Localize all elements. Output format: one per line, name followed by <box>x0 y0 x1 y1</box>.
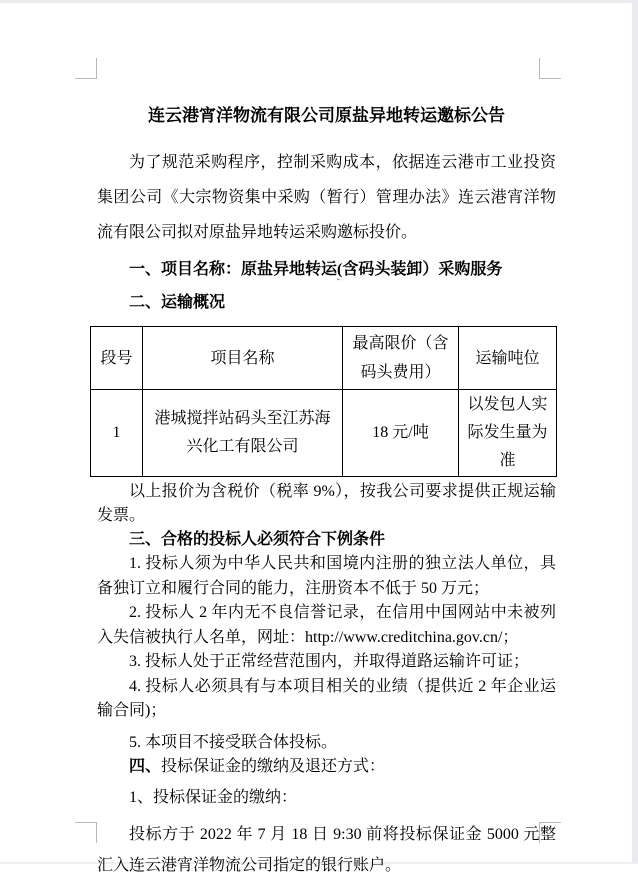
section4-number: 四、 <box>129 758 162 775</box>
header-project-name: 项目名称 <box>143 327 343 390</box>
document-title: 连云港宵洋物流有限公司原盐异地转运邀标公告 <box>148 106 505 125</box>
condition-item-1: 1. 投标人须为中华人民共和国境内注册的独立法人单位，具备独订立和履行合同的能力，注册资本不低于 50 万元； <box>97 555 556 597</box>
section1-text: 一、项目名称：原盐异地转运 <box>129 261 338 278</box>
spellcheck-underline-paren: ( <box>337 261 343 278</box>
cell-segment-number: 1 <box>91 390 143 477</box>
margin-crop-mark-top-right <box>539 58 561 79</box>
condition-item-5: 5. 本项目不接受联合体投标。 <box>129 733 338 751</box>
table-row <box>91 390 557 477</box>
header-tonnage: 运输吨位 <box>459 327 557 390</box>
page-edge-right <box>632 0 638 864</box>
header-max-price: 最高限价（含码头费用） <box>343 327 459 390</box>
header-segment-number: 段号 <box>91 327 143 390</box>
document-body <box>97 104 556 881</box>
condition-item-2[interactable]: 2. 投标人 2 年内无不良信誉记录，在信用中国网站中未被列入失信被执行人名单，网址：http://www.creditchina.gov.cn/； <box>97 604 556 646</box>
intro-paragraph: 为了规范采购程序，控制采购成本，依据连云港市工业投资集团公司《大宗物资集中采购（暂行）管理办法》连云港宵洋物流有限公司拟对原盐异地转运采购邀标投价。 <box>97 154 556 241</box>
margin-crop-mark-top-left <box>75 58 97 79</box>
transport-overview-table <box>90 326 557 477</box>
condition-item-3: 3. 投标人处于正常经营范围内，并取得道路运输许可证； <box>129 653 530 670</box>
section-heading-transport-overview: 二、运输概况 <box>129 294 226 311</box>
cell-tonnage: 以发包人实际发生量为准 <box>459 390 557 477</box>
cell-max-price: 18 元/吨 <box>343 390 459 477</box>
section1-text-suffix: 含码头装卸）采购服务 <box>342 261 503 278</box>
section-heading-bidder-conditions: 三、合格的投标人必须符合下例条件 <box>129 531 386 548</box>
table-header-row <box>91 327 557 390</box>
tax-note-paragraph: 以上报价为含税价（税率 9%），按我公司要求提供正规运输发票。 <box>97 483 556 524</box>
cell-project-name: 港城搅拌站码头至江苏海兴化工有限公司 <box>143 390 343 477</box>
condition-item-4: 4. 投标人必须具有与本项目相关的业绩（提供近 2 年企业运输合同)； <box>97 677 556 719</box>
subheading-deposit-payment: 1、投标保证金的缴纳： <box>129 789 298 806</box>
page-edge-top <box>0 0 638 3</box>
section-heading-project-name <box>97 255 556 284</box>
margin-crop-mark-bottom-left <box>75 822 97 843</box>
section4-text: 投标保证金的缴纳及退还方式： <box>161 758 386 775</box>
section-heading-deposit <box>97 755 556 779</box>
deposit-instruction-paragraph: 投标方于 2022 年 7 月 18 日 9:30 前将投标保证金 5000 元整汇入连云港宵洋物流公司指定的银行账户。 <box>97 826 556 874</box>
